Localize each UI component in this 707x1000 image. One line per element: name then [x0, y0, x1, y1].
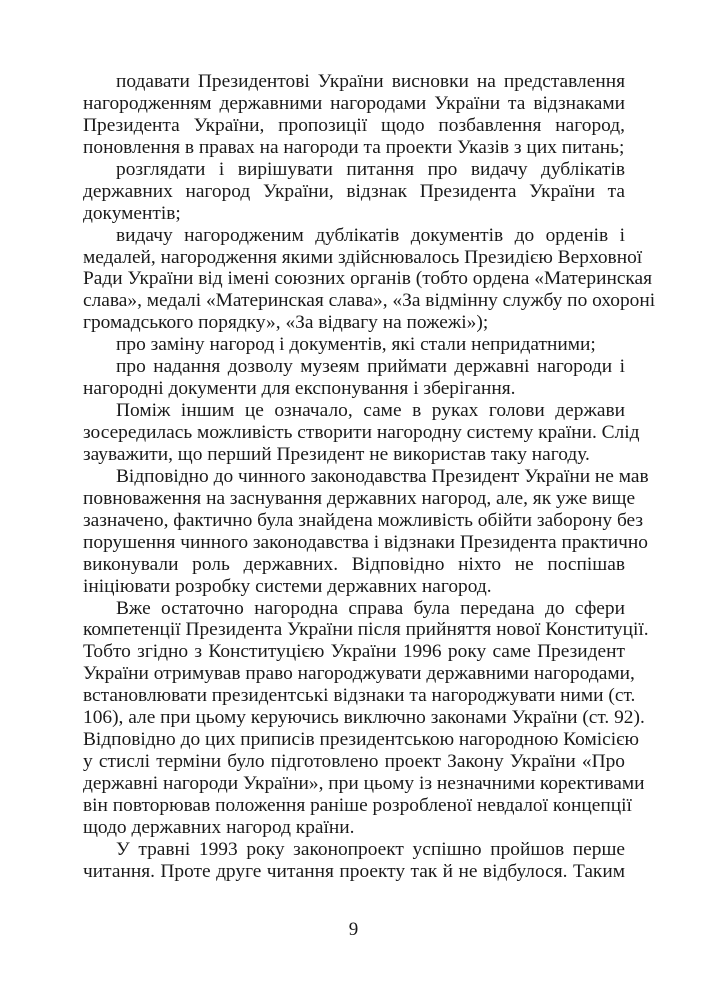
- text-line: читання. Проте друге читання проекту так й не відбулося. Таким: [83, 860, 625, 882]
- text-line: ініціювати розробку системи державних нагород.: [83, 575, 492, 597]
- text-line: державних нагород України, відзнак Президента України та: [83, 180, 625, 202]
- text-line: Президента України, пропозиції щодо позбавлення нагород,: [83, 114, 625, 136]
- text-line: подавати Президентові України висновки на представлення: [116, 71, 625, 92]
- text-line: Тобто згідно з Конституцією України 1996 року саме Президент: [83, 641, 625, 663]
- page-number: 9: [348, 919, 359, 940]
- paragraph: [83, 159, 625, 225]
- text-line: Поміж іншим це означало, саме в руках голови держави: [116, 400, 625, 422]
- text-line: зазначено, фактично була знайдена можливість обійти заборону без: [83, 509, 644, 531]
- text-line: встановлювати президентські відзнаки та нагороджувати ними (ст.: [83, 685, 636, 707]
- text-line: України отримував право нагороджувати державними нагородами,: [83, 663, 635, 685]
- text-line: зосередилась можливість створити нагородну систему країни. Слід: [83, 422, 640, 443]
- text-line: Відповідно до чинного законодавства Президент України не мав: [116, 465, 649, 487]
- paragraph: [83, 839, 625, 883]
- text-line: державні нагороди України», при цьому із незначними корективами: [83, 773, 645, 794]
- text-line: Відповідно до цих приписів президентською нагородною Комісією: [83, 729, 639, 751]
- text-line: нагородженням державними нагородами України та відзнаками: [83, 92, 625, 114]
- text-line: нагородні документи для експонування і зберігання.: [83, 378, 516, 400]
- text-line: медалей, нагородження якими здійснювалось Президією Верховної: [83, 246, 643, 268]
- text-line: слава», медалі «Материнская слава», «За відмінну службу по охороні: [83, 290, 656, 312]
- text-line: про надання дозволу музеям приймати державні нагороди і: [116, 356, 625, 378]
- text-line: У травні 1993 року законопроект успішно пройшов перше: [116, 838, 625, 860]
- text-line: компетенції Президента України після прийняття нової Конституції.: [83, 619, 649, 641]
- text-line: розглядати і вирішувати питання про видачу дублікатів: [116, 158, 625, 180]
- text-line: повноваження на заснування державних нагород, але, як уже вище: [83, 487, 636, 509]
- paragraph: [83, 465, 649, 598]
- paragraph: [83, 356, 625, 400]
- text-line: документів;: [83, 202, 181, 224]
- text-line: виконували роль державних. Відповідно ніхто не поспішав: [83, 553, 625, 575]
- text-line: громадського порядку», «За відвагу на пожежі»);: [83, 312, 489, 334]
- paragraph: [83, 71, 625, 159]
- paragraph: [83, 597, 649, 839]
- text-line: порушення чинного законодавства і відзнаки Президента практично: [83, 531, 648, 553]
- text-line: щодо державних нагород країни.: [83, 816, 355, 838]
- body-text: [83, 71, 656, 883]
- text-line: видачу нагородженим дублікатів документів до орденів і: [116, 224, 625, 246]
- text-line: 106), але при цьому керуючись виключно законами України (ст. 92).: [83, 707, 645, 729]
- paragraph: [83, 334, 625, 356]
- paragraph: [83, 224, 656, 335]
- text-line: він повторював положення раніше розробленої невдалої концепції: [83, 794, 632, 816]
- paragraph: [83, 400, 640, 466]
- text-line: про заміну нагород і документів, які стали непридатними;: [116, 334, 596, 356]
- text-line: Ради України від імені союзних органів (тобто ордена «Материнская: [83, 268, 653, 290]
- text-line: поновлення в правах на нагороди та проекти Указів з цих питань;: [83, 136, 625, 158]
- text-line: Вже остаточно нагородна справа була передана до сфери: [116, 597, 625, 619]
- text-line: зауважити, що перший Президент не використав таку нагоду.: [83, 443, 590, 465]
- text-line: у стислі терміни було підготовлено проект Закону України «Про: [83, 751, 625, 773]
